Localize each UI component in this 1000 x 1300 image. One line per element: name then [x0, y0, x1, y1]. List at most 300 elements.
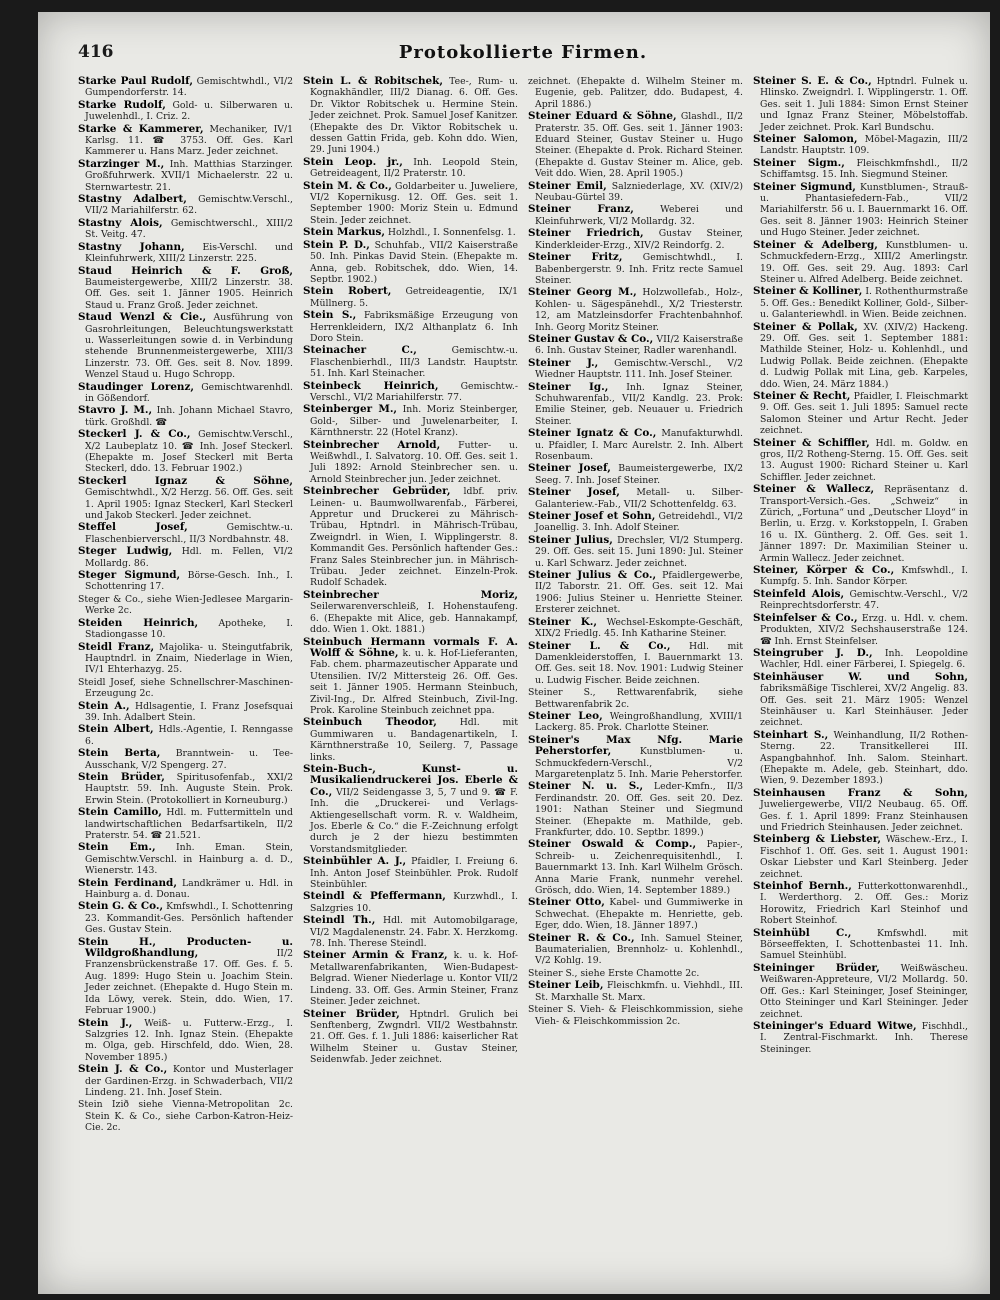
directory-entry [528, 897, 743, 931]
directory-entry [753, 76, 968, 133]
firm-details: Manufakturwhdl. u. Pfaidler, I. Marc Aurelstr. 2. Inh. Albert Rosenbaum. [535, 428, 743, 462]
firm-details: zeichnet. (Ehepakte d. Wilhelm Steiner m. Eugenie, geb. Palitzer, ddo. Budapest, 4. April 1886.) [528, 76, 743, 110]
directory-entry [78, 748, 293, 771]
firm-name: Steiner Julius & Co., [528, 569, 657, 582]
firm-name: Steinbrecher Gebrüder, [303, 485, 451, 498]
firm-name: Steiner Julius, [528, 533, 613, 546]
firm-name: Steiner Ig., [528, 380, 609, 393]
firm-details: Weißwäscheu. Weißwaren-Appreteure, VI/2 Mollardg. 50. Off. Ges.: Karl Steininger, Josef Steininger, Otto Steininger und Karl Steininger. Jeder zeichnet. [760, 962, 968, 1020]
firm-name: Steger Sigmund, [78, 569, 181, 582]
firm-details: Gemischtwhdl., I. Babenbergerstr. 9. Inh. Fritz recte Samuel Steiner. [535, 252, 743, 286]
directory-entry [303, 856, 518, 890]
firm-name: Steiner's Max Nfg. Marie Peherstorfer, [528, 733, 743, 758]
directory-entry [303, 404, 518, 438]
directory-entry [753, 391, 968, 437]
firm-name: Steininger Brüder, [753, 961, 880, 974]
firm-name: Steiner & Kolliner, [753, 285, 863, 298]
firm-details: Weinhandlung, II/2 Rothen-Sterng. 22. Transitkellerei III. Aspangbahnhof. Inh. Salom. Steinhart. (Ehepakte m. Adele, geb. Steinhart, ddo. Wien, 9. Dezember 1893.) [760, 729, 968, 787]
directory-entry [528, 968, 743, 979]
firm-name: Steiner Georg M., [528, 286, 637, 299]
directory-entry [78, 570, 293, 593]
firm-details: Schuhfab., VII/2 Kaiserstraße 50. Inh. Pinkas David Stein. (Ehepakte m. Anna, geb. Robitschek, ddo. Wien, 14. Septbr. 1902.) [310, 239, 518, 285]
firm-details: VII/2 Kaiserstraße 6. Inh. Gustav Steiner, Radler warenhandl. [535, 333, 743, 357]
firm-name: Steiner S. E. & Co., [753, 76, 872, 87]
directory-entry [303, 950, 518, 1007]
firm-name: Steiner Leib, [528, 979, 604, 992]
firm-name: Stein J., [78, 1016, 133, 1029]
firm-details: Fleischkmfnshdl., II/2 Schiffamtsg. 15. Inh. Siegmund Steiner. [760, 157, 968, 181]
directory-entry [78, 724, 293, 747]
firm-details: Hptndrl. Grulich bei Senftenberg, Zwgndrl. VII/2 Westbahnstr. 21. Off. Ges. f. 1. Juli 1886: kaiserlicher Rat Wilhelm Steiner u. Gustav Steiner, Seidenwfab. Jeder zeichnet. [310, 1008, 518, 1066]
directory-entry [528, 711, 743, 734]
directory-entry [303, 637, 518, 717]
firm-name: Starke Paul Rudolf, [78, 76, 193, 87]
firm-details: Inh. Leopoldine Wachler, Hdl. einer Färberei, I. Spiegelg. 6. [760, 647, 968, 671]
directory-entry [78, 242, 293, 265]
directory-entry [303, 915, 518, 949]
firm-details: Gemischtw.-Verschl., VI/2 Mariahilferstr. 77. [310, 380, 518, 403]
directory-entry [753, 158, 968, 181]
directory-entry [78, 159, 293, 193]
firm-name: Stein Em., [78, 841, 156, 854]
firm-name: Stein P. D., [303, 238, 370, 251]
firm-name: Steiner Friedrich, [528, 227, 644, 240]
directory-entry [78, 124, 293, 158]
directory-entry [528, 1004, 743, 1027]
firm-details: Majolika- u. Steingutfabrik, Hauptndrl. in Znaim, Niederlage in Wien, IV/1 Ehterhazyg. 25. [85, 641, 293, 676]
directory-entry [303, 181, 518, 227]
firm-details: Pfaidler, I. Freiung 6. Inh. Anton Josef Steinbühler. Prok. Rudolf Steinbühler. [310, 856, 518, 891]
directory-entry [78, 842, 293, 876]
column-3 [528, 76, 743, 1276]
firm-name: Stein J. & Co., [78, 1063, 168, 1076]
page-number: 416 [78, 42, 114, 62]
directory-entry [528, 687, 743, 710]
directory-entry [78, 701, 293, 724]
directory-entry [78, 1018, 293, 1064]
firm-name: Steckerl J. & Co., [78, 428, 191, 441]
firm-name: Steinacher C., [303, 344, 417, 357]
firm-details: Glashdl., II/2 Praterstr. 35. Off. Ges. seit 1. Jänner 1903: Eduard Steiner, Gustav Steiner u. Hugo Steiner. (Ehepakte d. Prok. Richard Steiner. (Ehepakte d. Gustav Steiner m. Alice, geb. Veit ddo. Wien, 28. April 1905.) [535, 111, 743, 180]
firm-details: Juweliergewerbe, VII/2 Neubaug. 65. Off. Ges. f. 1. April 1899: Franz Steinhausen und Friedrich Steinhausen. Jeder zeichnet. [760, 799, 968, 833]
firm-details: Pfaidler, I. Fleischmarkt 9. Off. Ges. seit 1. Juli 1895: Samuel recte Salomon Steiner und Artur Recht. Jeder zeichnet. [760, 390, 968, 437]
directory-entry [78, 937, 293, 1017]
firm-name: Steiner Sigmund, [753, 180, 856, 193]
firm-name: Steiner Gustav & Co., [528, 332, 654, 345]
firm-name: Steffel Josef, [78, 521, 188, 534]
firm-details: Drechsler, VI/2 Stumperg. 29. Off. Ges. seit 15. Juni 1890: Jul. Steiner u. Karl Schwarz. Jeder zeichnet. [535, 534, 743, 569]
firm-name: Steinbrecher Arnold, [303, 438, 441, 451]
firm-name: Stein L. & Robitschek, [303, 76, 443, 87]
directory-entry [303, 310, 518, 344]
firm-details: Kontor und Musterlager der Gardinen-Erzg. in Schwaderbach, VII/2 Lindeng. 21. Inh. Josef Stein. [85, 1064, 293, 1098]
firm-details: II/2 Franzensbrückenstraße 17. Off. Ges. f. 5. Aug. 1899: Hugo Stein u. Joachim Stein. Jeder zeichnet. (Ehepakte d. Hugo Stein m. Ida Löwy, verek. Stein, ddo. Wien, 17. Februar 1900.) [85, 948, 293, 1017]
firm-details: Metall- u. Silber-Galanteriew.-Fab., VII/2 Schottenfeldg. 63. [535, 487, 743, 510]
firm-name: Stein Ferdinand, [78, 876, 177, 889]
firm-name: Steiner Josef, [528, 486, 620, 499]
directory-entry [78, 546, 293, 569]
firm-details: Weingroßhandlung, XVIII/1 Lackerg. 85. Prok. Charlotte Steiner. [535, 710, 743, 734]
firm-name: Steiner & Schiffler, [753, 436, 870, 449]
firm-details: Gemischtwerschl., XIII/2 St. Veitg. 47. [85, 217, 293, 241]
firm-name: Steindl & Pfeffermann, [303, 890, 446, 903]
firm-details: Goldarbeiter u. Juweliere, VI/2 Kopernikusg. 12. Off. Ges. seit 1. September 1900: Moriz Stein u. Edmund Stein. Jeder zeichnet. [310, 180, 518, 226]
firm-name: Steinberger M., [303, 403, 398, 416]
directory-entry [528, 641, 743, 687]
firm-details: Kabel- und Gummiwerke in Schwechat. (Ehepakte m. Henriette, geb. Eger, ddo. Wien, 18. Jänner 1897.) [535, 897, 743, 932]
firm-details: Papier-, Schreib- u. Zeichenrequisitenhdl., I. Bauernmarkt 13. Inh. Karl Wilhelm Grösch. Anna Marie Frank, nunmehr verehel. Grösch, ddo. Wien, 14. September 1889.) [535, 839, 743, 897]
firm-details: Börse-Gesch. Inh., I. Schottenring 17. [85, 570, 293, 593]
firm-name: Steiden Heinrich, [78, 616, 199, 629]
firm-name: Stein Leop. jr., [303, 155, 403, 168]
firm-name: Steckerl Ignaz & Söhne, [78, 474, 293, 487]
directory-entry [78, 677, 293, 700]
firm-name: Stein A., [78, 699, 130, 712]
firm-details: Kunstblumen- u. Schmuckfedern-Erzg., XIII/2 Amerlingstr. 19. Off. Ges. seit 29. Aug. 1893: Carl Steiner u. Alfred Adelberg. Beide zeichnet. [760, 239, 968, 285]
firm-name: Stein Markus, [303, 226, 385, 239]
directory-entry [528, 735, 743, 781]
directory-entry [753, 1021, 968, 1055]
columns [78, 76, 968, 1276]
firm-details: Gemischtw.Verschl., X/2 Laubeplatz 10. ☎ Inh. Josef Steckerl. (Ehepakte m. Josef Steckerl mit Berta Steckerl, ddo. 13. Februar 1902.) [85, 429, 293, 475]
directory-entry [303, 590, 518, 636]
firm-name: Steiner, Körper & Co., [753, 564, 895, 577]
directory-entry [528, 617, 743, 640]
firm-details: Gemischtw.Verschl., VII/2 Mariahilferstr. 62. [85, 194, 293, 217]
firm-details: Eis-Verschl. und Kleinfuhrwerk, XIII/2 Linzerstr. 225. [85, 241, 293, 265]
firm-details: Hdl. mit Damenkleiderstoffen, I. Bauernmarkt 13. Off. Ges. seit 18. Nov. 1901: Ludwig Steiner u. Ludwig Fischer. Beide zeichnen. [535, 640, 743, 686]
firm-name: Steingruber J. D., [753, 646, 873, 659]
firm-details: Hdl. m. Fellen, VI/2 Mollardg. 86. [85, 546, 293, 569]
directory-entry [78, 1099, 293, 1133]
firm-name: Steiner L. & Co., [528, 639, 671, 652]
firm-details: Branntwein- u. Tee-Ausschank, V/2 Spengerg. 27. [85, 748, 293, 771]
firm-name: Steiner Emil, [528, 179, 607, 192]
firm-name: Steiner Franz, [528, 203, 634, 216]
firm-name: Stein Camillo, [78, 806, 162, 819]
firm-details: Steidl Josef, siehe Schnellschrer-Maschinen-Erzeugung 2c. [78, 676, 293, 700]
column-2 [303, 76, 518, 1276]
directory-entry [528, 781, 743, 838]
firm-name: Stein Brüder, [78, 770, 165, 783]
firm-name: Staud Wenzl & Cie., [78, 311, 207, 324]
firm-details: Seilerwarenverschleiß, I. Hohenstaufeng. 6. (Ehepakte mit Alice, geb. Hannakampf, ddo. Wien 1. Okt. 1881.) [310, 601, 518, 636]
directory-entry [528, 980, 743, 1003]
directory-entry [528, 428, 743, 462]
firm-details: Fleischkmfn. u. Viehhdl., III. St. Marxhalle St. Marx. [535, 980, 743, 1003]
directory-entry [753, 589, 968, 612]
firm-details: Gemischtwhdl., X/2 Herzg. 56. Off. Ges. seit 1. April 1905: Ignaz Steckerl, Karl Steckerl und Jakob Steckerl. Jeder zeichnet. [85, 487, 293, 522]
directory-entry [528, 111, 743, 179]
firm-details: Kunstblumen-, Strauß- u. Phantasiefedern-Fab., VII/2 Mariahilferstr. 56 u. I. Bauernmarkt 16. Off. Ges. seit 8. Jänner 1903: Heinrich Steiner und Hugo Steiner. Jeder zeichnet. [760, 181, 968, 239]
directory-entry [78, 382, 293, 405]
directory-entry [78, 1064, 293, 1098]
directory-entry [753, 240, 968, 286]
firm-name: Steininger's Eduard Witwe, [753, 1019, 917, 1032]
directory-entry [78, 522, 293, 545]
directory-entry [753, 672, 968, 729]
firm-details: Inh. Matthias Starzinger. Großfuhrwerk. XVII/1 Michaelerstr. 22 u. Sternwartestr. 21. [85, 158, 293, 193]
firm-name: Steiner Leo, [528, 709, 603, 722]
firm-name: Steiner R. & Co., [528, 931, 635, 944]
firm-name: Steinhof Bernh., [753, 880, 852, 893]
firm-details: Kurzwhdl., I. Salzgries 10. [310, 891, 518, 914]
directory-entry [753, 484, 968, 564]
column-1 [78, 76, 293, 1276]
firm-name: Staudinger Lorenz, [78, 380, 195, 393]
firm-details: Gustav Steiner, Kinderkleider-Erzg., XIV/2 Reindorfg. 2. [535, 228, 743, 251]
firm-details: Leder-Kmfn., II/3 Ferdinandstr. 20. Off. Ges. seit 20. Dez. 1901: Nathan Steiner und Siegmund Steiner. (Ehepakte m. Mathilde, geb. Frankfurter, ddo. 10. Septbr. 1899.) [535, 781, 743, 838]
directory-entry [528, 382, 743, 428]
firm-name: Steiner Otto, [528, 896, 605, 909]
directory-entry [303, 76, 518, 156]
directory-entry [528, 933, 743, 967]
firm-name: Steiner Eduard & Söhne, [528, 110, 677, 123]
firm-details: Steiner S. Vieh- & Fleischkommission, siehe Vieh- & Fleischkommission 2c. [528, 1004, 743, 1027]
firm-details: Salzniederlage, XV. (XIV/2) Neubau-Gürtel 39. [535, 180, 743, 204]
firm-name: Steiner Josef, [528, 462, 611, 475]
directory-entry [78, 878, 293, 901]
firm-name: Steiner K., [528, 615, 598, 628]
directory-entry [528, 228, 743, 251]
firm-details: Mechaniker, IV/1 Karlsg. 11. ☎ 3753. Off. Ges. Karl Kammerer u. Hans Marz. Jeder zeichnet. [85, 123, 293, 158]
directory-page [38, 12, 990, 1294]
directory-entry [303, 157, 518, 180]
firm-name: Steidl Franz, [78, 640, 155, 653]
firm-details: Spiritusofenfab., XXI/2 Hauptstr. 59. Inh. Auguste Stein. Prok. Erwin Stein. (Protokolliert in Korneuburg.) [85, 771, 293, 806]
firm-name: Stein Albert, [78, 723, 154, 736]
firm-name: Stein M. & Co., [303, 179, 392, 192]
directory-entry [78, 772, 293, 806]
firm-details: XV. (XIV/2) Hackeng. 29. Off. Ges. seit 1. September 1881: Mathilde Steiner, Holz- u. Kohlenhdl., und Ludwig Pollak. Beide zeichnen. (Ehepakte d. Ludwig Pollak mit Lina, geb. Karpeles, ddo. Wien, 24. März 1884.) [760, 321, 968, 390]
firm-name: Steinfeld Alois, [753, 587, 845, 600]
firm-name: Steiner Oswald & Comp., [528, 838, 697, 851]
directory-entry [78, 100, 293, 123]
firm-details: Gemischtwhdl., VI/2 Gumpendorferstr. 14. [85, 76, 293, 99]
directory-entry [78, 429, 293, 475]
firm-name: Steinfelser & Co., [753, 611, 858, 624]
firm-details: Inh. Leopold Stein, Getreideagent, II/2 Praterstr. 10. [310, 156, 518, 180]
directory-entry [753, 928, 968, 962]
firm-details: Ausführung von Gasrohrleitungen, Beleuchtungswerkstatt u. Wasserleitungen sowie d. in Verbindung stehende Brunnenmeistergewerbe, XIII/3 Linzerstr. 73. Off. Ges. seit 8. Nov. 1899. Wenzel Staud u. Hugo Schropp. [85, 312, 293, 381]
firm-details: k. u. k. Hof-Lieferanten, Fab. chem. pharmazeutischer Apparate und Utensilien. IV/2 Mittersteig 26. Off. Ges. seit 1. Jänner 1905. Hermann Steinbuch, Zivil-Ing., Dr. Alfred Steinbuch, Zivil-Ing. Prok. Karoline Steinbuch zeichnet ppa. [310, 647, 518, 716]
firm-details: Futter- u. Weißwhdl., I. Salvatorg. 10. Off. Ges. seit 1. Juli 1892: Arnold Steinbrecher sen. u. Arnold Steinbrecher jun. Jeder zeichnet. [310, 439, 518, 485]
firm-name: Steiner Sigm., [753, 156, 845, 169]
firm-details: Inh. Samuel Steiner, Baumaterialien, Brennholz- u. Kohlenhdl., V/2 Kohlg. 19. [535, 932, 743, 967]
firm-name: Stein G. & Co., [78, 900, 164, 913]
directory-entry [78, 594, 293, 617]
firm-details: Holzhdl., I. Sonnenfelsg. 1. [384, 227, 516, 239]
firm-details: Baumeistergewerbe, IX/2 Seeg. 7. Inh. Josef Steiner. [535, 463, 743, 486]
firm-details: k. u. k. Hof-Metallwarenfabrikanten, Wien-Budapest-Belgrad. Wiener Niederlage u. Kontor VII/2 Lindeng. 33. Off. Ges. Armin Steiner, Franz Steiner. Jeder zeichnet. [310, 950, 518, 1008]
directory-entry [753, 788, 968, 834]
firm-details: Hdl. m. Goldw. en gros, II/2 Rotheng-Sterng. 15. Off. Ges. seit 13. August 1900: Richard Steiner u. Karl Schiffler. Jeder zeichnet. [760, 437, 968, 483]
firm-name: Steiner & Wallecz, [753, 483, 875, 496]
directory-entry [303, 486, 518, 589]
firm-details: Hptndrl. Fulnek u. Hlinsko. Zweigndrl. I. Wipplingerstr. 1. Off. Ges. seit 1. Juli 1884: Simon Ernst Steiner und Ignaz Franz Steiner, Möbelstoffab. Jeder zeichnet. Prok. Karl Bundschu. [760, 76, 968, 133]
firm-details: Kmfswhdl., I. Kumpfg. 5. Inh. Sandor Körper. [760, 565, 968, 588]
firm-details: Futterkottonwarenhdl., I. Werderthorg. 2. Off. Ges.: Moriz Horowitz, Friedrich Karl Steinhof und Robert Steinhof. [760, 881, 968, 927]
firm-name: Steinhausen Franz & Sohn, [753, 786, 968, 799]
firm-name: Starke & Kammerer, [78, 122, 204, 135]
firm-details: I. Rothenthurmstraße 5. Off. Ges.: Benedikt Kolliner, Gold-, Silber- u. Galanteriewhdl. in Wien. Beide zeichnen. [760, 286, 968, 321]
firm-name: Stastny Alois, [78, 216, 163, 229]
firm-name: Steiner Ignatz & Co., [528, 427, 657, 440]
directory-entry [303, 891, 518, 914]
directory-entry [303, 286, 518, 309]
directory-entry [528, 487, 743, 510]
firm-name: Steiner J., [528, 356, 599, 369]
directory-entry [528, 76, 743, 110]
firm-name: Steinhäuser W. und Sohn, [753, 670, 968, 683]
firm-name: Steinbeck Heinrich, [303, 379, 439, 392]
firm-details: Gemischtw.-u. Flaschenbierhdl., III/3 Landstr. Hauptstr. 51. Inh. Karl Steinacher. [310, 345, 518, 380]
firm-details: Weiß- u. Futterw.-Erzg., I. Salzgries 12. Inh. Ignaz Stein. (Ehepakte m. Olga, geb. Hirschfeld, ddo. Wien, 28. November 1895.) [85, 1017, 293, 1063]
directory-entry [78, 194, 293, 217]
directory-entry [303, 440, 518, 486]
directory-entry [753, 881, 968, 927]
firm-name: Steiner & Pollak, [753, 320, 858, 333]
firm-details: Hdl. m. Futtermitteln und landwirtschaftlichen Bedarfsartikeln, II/2 Praterstr. 54. ☎ 21.521. [85, 807, 293, 841]
firm-details: Getreideagentie, IX/1 Müllnerg. 5. [310, 286, 518, 309]
firm-name: Steiner Armin & Franz, [303, 949, 448, 962]
directory-entry [753, 648, 968, 671]
firm-details: Repräsentanz d. Transport-Versich.-Ges. „Schweiz“ in Zürich, „Fortuna“ und „Deutscher Lloyd“ in Berlin, u. Erzg. v. Korkstoppeln, I. Graben 16 u. IX. Güntherg. 2. Off. Ges. seit 1. Jänner 1897: Dr. Maximilian Steiner u. Armin Wallecz. Jeder zeichnet. [760, 484, 968, 564]
directory-entry [78, 266, 293, 312]
directory-entry [528, 463, 743, 486]
directory-entry [78, 618, 293, 641]
firm-details: Kmfswhdl., I. Schottenring 23. Kommandit-Ges. Persönlich haftender Ges. Gustav Stein. [85, 901, 293, 936]
firm-details: Tee-, Rum- u. Kognakhändler, III/2 Dianag. 6. Off. Ges. Dr. Viktor Robitschek u. Hermine Stein. Jeder zeichnet. Prok. Samuel Josef Kanitzer. (Ehepakte des Dr. Viktor Robitschek u. dessen Gattin Frida, geb. Kohn ddo. Wien, 29. Juni 1904.) [310, 76, 518, 156]
firm-details: Möbel-Magazin, III/2 Landstr. Hauptstr. 109. [760, 134, 968, 157]
firm-details: Inh. Eman. Stein, Gemischtw.Verschl. in Hainburg a. d. D., Wienerstr. 143. [85, 842, 293, 877]
firm-name: Stein Robert, [303, 285, 392, 298]
directory-entry [753, 565, 968, 588]
firm-name: Stastny Adalbert, [78, 193, 187, 206]
firm-details: ldbf. priv. Leinen- u. Baumwollwarenfab., Färberei, Appretur und Druckerei zu Mährisch-Trübau, Hptndrl. in Mährisch-Trübau, Zweigndrl. in Wien, I. Wipplingerstr. 8. Kommandit Ges. Persönlich haftender Ges.: Franz Sales Steinbrecher jun. in Mährisch-Trübau. Jeder zeichnet. Einzeln-Prok. Rudolf Schadek. [310, 486, 518, 589]
firm-details: Apotheke, I. Stadiongasse 10. [85, 617, 293, 641]
firm-name: Steinberg & Liebster, [753, 833, 882, 846]
directory-entry [78, 76, 293, 99]
firm-name: Stavro J. M., [78, 404, 153, 417]
directory-entry [528, 535, 743, 569]
directory-entry [753, 134, 968, 157]
firm-details: Hdlsagentie, I. Franz Josefsquai 39. Inh. Adalbert Stein. [85, 700, 293, 723]
firm-details: Gemischtw.-u. Flaschenbierverschl., II/3 Nordbahnstr. 48. [85, 522, 293, 545]
directory-entry [528, 570, 743, 616]
firm-details: Hdl. mit Automobilgarage, VI/2 Magdalenenstr. 24. Fabr. X. Herzkomg. 78. Inh. Therese Steindl. [310, 915, 518, 950]
firm-name: Stastny Johann, [78, 240, 185, 253]
firm-name: Stein S., [303, 309, 357, 322]
directory-entry [753, 438, 968, 484]
firm-details: Steiner S., Rettwarenfabrik, siehe Bettwarenfabrik 2c. [528, 687, 743, 710]
firm-name: Stein H., Producten- u. Wildgroßhandlung, [78, 935, 293, 960]
firm-name: Staud Heinrich & F. Groß, [78, 264, 293, 277]
directory-entry [528, 511, 743, 534]
directory-entry [753, 963, 968, 1020]
directory-entry [303, 345, 518, 379]
firm-name: Stein Berta, [78, 747, 161, 760]
directory-entry [78, 218, 293, 241]
firm-details: Gemischtwarenhdl. in Gößendorf. [85, 381, 293, 404]
firm-details: Landkrämer u. Hdl. in Hainburg a. d. Donau. [85, 877, 293, 901]
firm-details: Erzg. u. Hdl. v. chem. Produkten, XIV/2 Sechshauserstraße 124. ☎ Inh. Ernst Steinfelser. [760, 612, 968, 647]
firm-name: Steger Ludwig, [78, 545, 173, 558]
page-title: Protokollierte Firmen. [398, 42, 648, 63]
firm-name: Steinhart S., [753, 728, 829, 741]
firm-details: Weberei und Kleinfuhrwerk, VI/2 Mollardg. 32. [535, 204, 743, 227]
firm-name: Steiner & Recht, [753, 389, 851, 402]
firm-details: Inh. Ignaz Steiner, Schuhwarenfab., VII/2 Kandlg. 23. Prok: Emilie Steiner, geb. Neuauer u. Friedrich Steiner. [535, 381, 743, 427]
firm-details: Inh. Johann Michael Stavro, türk. Großhdl. ☎ [85, 405, 293, 428]
directory-entry [753, 730, 968, 787]
directory-entry [528, 181, 743, 204]
firm-details: VII/2 Seidengasse 3, 5, 7 und 9. ☎ F. Inh. die „Druckerei- und Verlags-Aktiengesellschaft vorm. R. v. Waldheim, Jos. Eberle & Co.“ die F.-Zeichnung erfolgt durch je 2 der hiezu bestimmten Vorstandsmitglieder. [310, 786, 518, 855]
firm-name: Steinbuch Theodor, [303, 716, 437, 729]
firm-details: Getreidehdl., VI/2 Joanellig. 3. Inh. Adolf Steiner. [535, 511, 743, 534]
directory-entry [528, 839, 743, 896]
directory-entry [78, 642, 293, 676]
firm-details: Gemischtw.-Verschl., V/2 Wiedner Hauptstr. 111. Inh. Josef Steiner. [535, 357, 743, 381]
firm-details: Kunstblumen- u. Schmuckfedern-Verschl., V/2 Margaretenplatz 5. Inh. Marie Peherstorfer. [535, 746, 743, 780]
firm-name: Stein-Buch-, Kunst- u. Musikaliendruckerei Jos. Eberle & Co., [303, 762, 518, 798]
directory-entry [753, 613, 968, 647]
firm-details: Steiner S., siehe Erste Chamotte 2c. [528, 967, 700, 979]
firm-details: Hdl. mit Gummiwaren u. Bandagenartikeln, I. Kärnthnerstraße 10, Seilerg. 7, Passage links. [310, 717, 518, 763]
firm-details: Inh. Moriz Steinberger, Gold-, Silber- und Juwelenarbeiter, I. Kärnthnerstr. 22 (Hotel Kranz). [310, 404, 518, 439]
firm-name: Steiner N. u. S., [528, 780, 644, 793]
directory-entry [753, 834, 968, 880]
directory-entry [78, 901, 293, 935]
firm-details: Wäschew.-Erz., I. Fischhof 1. Off. Ges. seit 1. August 1901: Oskar Liebster und Karl Steinberg. Jeder zeichnet. [760, 834, 968, 880]
directory-entry [528, 287, 743, 333]
directory-entry [753, 322, 968, 390]
firm-details: Hdls.-Agentie, I. Renngasse 6. [85, 724, 293, 747]
firm-name: Starzinger M., [78, 157, 165, 170]
firm-details: Gold- u. Silberwaren u. Juwelenhdl., I. Criz. 2. [85, 99, 293, 123]
firm-details: Baumeistergewerbe, XIII/2 Linzerstr. 38. Off. Ges. seit 1. Jänner 1905. Heinrich Staud u. Franz Groß. Jeder zeichnet. [85, 276, 293, 311]
firm-name: Steinhübl C., [753, 926, 852, 939]
firm-name: Starke Rudolf, [78, 98, 166, 111]
directory-entry [303, 764, 518, 855]
firm-name: Steiner & Adelberg, [753, 238, 878, 251]
directory-entry [528, 204, 743, 227]
firm-details: Fischhdl., I. Zentral-Fischmarkt. Inh. Therese Steininger. [760, 1020, 968, 1055]
directory-entry [78, 312, 293, 380]
directory-entry [78, 405, 293, 428]
directory-entry [753, 182, 968, 239]
column-4 [753, 76, 968, 1276]
firm-name: Steinbuch Hermann vormals F. A. Wolff & Söhne, [303, 635, 518, 659]
directory-entry [303, 381, 518, 404]
firm-details: Wechsel-Eskompte-Geschäft, XIX/2 Friedlg. 45. Inh Katharine Steiner. [535, 616, 743, 640]
directory-entry [528, 334, 743, 357]
firm-name: Steinbühler A. J., [303, 855, 407, 868]
firm-details: Kmfswhdl. mit Börseeffekten, I. Schottenbastei 11. Inh. Samuel Steinhübl. [760, 927, 968, 962]
firm-name: Steiner Josef et Sohn, [528, 510, 656, 523]
directory-entry [78, 476, 293, 522]
firm-details: fabriksmäßige Tischlerei, XV/2 Angelig. 83. Off. Ges. seit 21. März 1905: Wenzel Steinhäuser u. Karl Steinhäuser. Jeder zeichnet. [760, 683, 968, 729]
firm-details: Gemischtw.-Verschl., V/2 Reinprechtsdorferstr. 47. [760, 588, 968, 612]
directory-entry [303, 1009, 518, 1066]
directory-entry [78, 807, 293, 841]
firm-name: Steinbrecher Moriz, [303, 588, 518, 601]
directory-entry [528, 252, 743, 286]
firm-name: Steindl Th., [303, 914, 376, 927]
directory-entry [528, 358, 743, 381]
firm-details: Pfaidlergewerbe, II/2 Taborstr. 21. Off. Ges. seit 12. Mai 1906: Julius Steiner u. Henriette Steiner. Ersterer zeichnet. [535, 570, 743, 616]
firm-name: Steiner Salomon, [753, 133, 858, 146]
